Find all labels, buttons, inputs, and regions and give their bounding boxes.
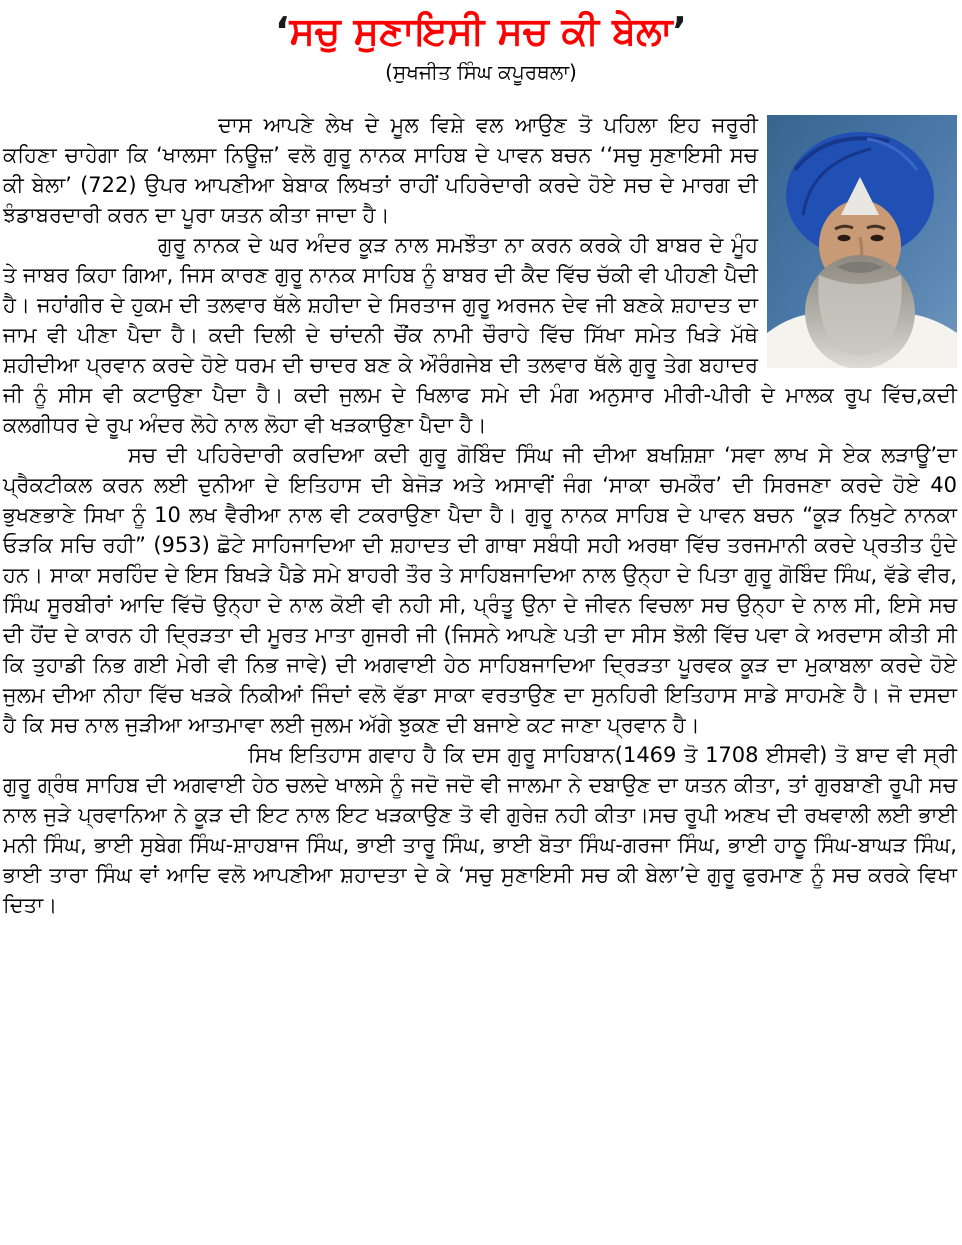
- page-title: [0, 6, 962, 56]
- paragraph-4: ਸਿਖ ਇਤਿਹਾਸ ਗਵਾਹ ਹੈ ਕਿ ਦਸ ਗੁਰੂ ਸਾਹਿਬਾਨ(1469 ਤੋ 1708 ਈਸਵੀ) ਤੋ ਬਾਦ ਵੀ ਸ੍ਰੀ ਗੁਰੂ ਗ੍ਰੰਥ ਸਾਹਿਬ ਦੀ ਅਗਵਾਈ ਹੇਠ ਚਲਦੇ ਖਾਲਸੇ ਨੂੰ ਜਦੋ ਜਦੋ ਵੀ ਜਾਲਮਾ ਨੇ ਦਬਾਉਣ ਦਾ ਯਤਨ ਕੀਤਾ, ਤਾਂ ਗੁਰਬਾਣੀ ਰੂਪੀ ਸਚ ਨਾਲ ਜੁੜੇ ਪ੍ਰਵਾਨਿਆ ਨੇ ਕੂੜ ਦੀ ਇਟ ਨਾਲ ਇਟ ਖੜਕਾਉਣ ਤੋ ਵੀ ਗੁਰੇਜ਼ ਨਹੀ ਕੀਤਾ।ਸਚ ਰੂਪੀ ਅਣਖ ਦੀ ਰਖਵਾਲੀ ਲਈ ਭਾਈ ਮਨੀ ਸਿੰਘ, ਭਾਈ ਸੁਬੇਗ ਸਿੰਘ-ਸ਼ਾਹਬਾਜ ਸਿੰਘ, ਭਾਈ ਤਾਰੂ ਸਿੰਘ, ਭਾਈ ਬੋਤਾ ਸਿੰਘ-ਗਰਜਾ ਸਿੰਘ, ਭਾਈ ਹਾਠੂ ਸਿੰਘ-ਬਾਘੜ ਸਿੰਘ, ਭਾਈ ਤਾਰਾ ਸਿੰਘ ਵਾਂ ਆਦਿ ਵਲੋ ਆਪਣੀਆ ਸ਼ਹਾਦਤਾ ਦੇ ਕੇ ‘ਸਚੁ ਸੁਣਾਇਸੀ ਸਚ ਕੀ ਬੇਲਾ’ਦੇ ਗੁਰੂ ਫੁਰਮਾਣ ਨੂੰ ਸਚ ਕਰਕੇ ਵਿਖਾ ਦਿਤਾ।: [3, 743, 957, 917]
- title-close-quote: ’: [672, 9, 687, 53]
- photo-left-eye: [838, 235, 851, 241]
- author-photo-image: [767, 115, 957, 368]
- article-body: [0, 110, 962, 920]
- byline: (ਸੁਖਜੀਤ ਸਿੰਘ ਕਪੂਰਥਲਾ): [385, 60, 577, 84]
- paragraph-1: ਦਾਸ ਆਪਣੇ ਲੇਖ ਦੇ ਮੂਲ ਵਿਸ਼ੇ ਵਲ ਆਉਣ ਤੋ ਪਹਿਲਾ ਇਹ ਜਰੂਰੀ ਕਹਿਣਾ ਚਾਹੇਗਾ ਕਿ ‘ਖਾਲਸਾ ਨਿਊਜ਼’ ਵਲੋ ਗੁਰੂ ਨਾਨਕ ਸਾਹਿਬ ਦੇ ਪਾਵਨ ਬਚਨ ‘‘ਸਚੁ ਸੁਣਾਇਸੀ ਸਚ ਕੀ ਬੇਲਾ’ (722) ਉਪਰ ਆਪਣੀਆ ਬੇਬਾਕ ਲਿਖਤਾਂ ਰਾਹੀਂ ਪਹਿਰੇਦਾਰੀ ਕਰਦੇ ਹੋਏ ਸਚ ਦੇ ਮਾਰਗ ਦੀ ਝੰਡਾਬਰਦਾਰੀ ਕਰਨ ਦਾ ਪੂਰਾ ਯਤਨ ਕੀਤਾ ਜਾਦਾ ਹੈ।: [3, 113, 758, 227]
- paragraph-2: ਗੁਰੂ ਨਾਨਕ ਦੇ ਘਰ ਅੰਦਰ ਕੂੜ ਨਾਲ ਸਮਝੌਤਾ ਨਾ ਕਰਨ ਕਰਕੇ ਹੀ ਬਾਬਰ ਦੇ ਮੂੰਹ ਤੇ ਜਾਬਰ ਕਿਹਾ ਗਿਆ, ਜਿਸ ਕਾਰਣ ਗੁਰੂ ਨਾਨਕ ਸਾਹਿਬ ਨੂੰ ਬਾਬਰ ਦੀ ਕੈਦ ਵਿੱਚ ਚੱਕੀ ਵੀ ਪੀਹਣੀ ਪੈਦੀ ਹੈ। ਜਹਾਂਗੀਰ ਦੇ ਹੁਕਮ ਦੀ ਤਲਵਾਰ ਥੱਲੇ ਸ਼ਹੀਦਾ ਦੇ ਸਿਰਤਾਜ ਗੁਰੂ ਅਰਜਨ ਦੇਵ ਜੀ ਬਣਕੇ ਸ਼ਹਾਦਤ ਦਾ ਜਾਮ ਵੀ ਪੀਣਾ ਪੈਦਾ ਹੈ। ਕਦੀ ਦਿਲੀ ਦੇ ਚਾਂਦਨੀ ਚੌਂਕ ਨਾਮੀ ਚੌਰਾਹੇ ਵਿੱਚ ਸਿੱਖਾ ਸਮੇਤ ਖਿੜੇ ਮੱਥੇ ਸ਼ਹੀਦੀਆ ਪ੍ਰਵਾਨ ਕਰਦੇ ਹੋਏ ਧਰਮ ਦੀ ਚਾਦਰ ਬਣ ਕੇ ਔਰੰਗਜੇਬ ਦੀ ਤਲਵਾਰ ਥੱਲੇ ਗੁਰੂ ਤੇਗ ਬਹਾਦਰ ਜੀ ਨੂੰ ਸੀਸ ਵੀ ਕਟਾਉਣਾ ਪੈਦਾ ਹੈ। ਕਦੀ ਜੁਲਮ ਦੇ ਖਿਲਾਫ ਸਮੇ ਦੀ ਮੰਗ ਅਨੁਸਾਰ ਮੀਰੀ-ਪੀਰੀ ਦੇ ਮਾਲਕ ਰੂਪ ਵਿੱਚ,ਕਦੀ ਕਲਗੀਧਰ ਦੇ ਰੂਪ ਅੰਦਰ ਲੋਹੇ ਨਾਲ ਲੋਹਾ ਵੀ ਖੜਕਾਉਣਾ ਪੈਦਾ ਹੈ।: [3, 233, 957, 437]
- paragraph-3: ਸਚ ਦੀ ਪਹਿਰੇਦਾਰੀ ਕਰਦਿਆ ਕਦੀ ਗੁਰੂ ਗੋਬਿੰਦ ਸਿੰਘ ਜੀ ਦੀਆ ਬਖਸ਼ਿਸ਼ਾ ‘ਸਵਾ ਲਾਖ ਸੇ ਏਕ ਲੜਾਊ’ਦਾ ਪ੍ਰੈਕਟੀਕਲ ਕਰਨ ਲਈ ਦੁਨੀਆ ਦੇ ਇਤਿਹਾਸ ਦੀ ਬੇਜੋੜ ਅਤੇ ਅਸਾਵੀਂ ਜੰਗ ‘ਸਾਕਾ ਚਮਕੌਰ’ ਦੀ ਸਿਰਜਣਾ ਕਰਦੇ ਹੋਏ 40 ਭੁਖਣਭਾਣੇ ਸਿਖਾ ਨੂੰ 10 ਲਖ ਵੈਰੀਆ ਨਾਲ ਵੀ ਟਕਰਾਉਣਾ ਪੈਦਾ ਹੈ। ਗੁਰੂ ਨਾਨਕ ਸਾਹਿਬ ਦੇ ਪਾਵਨ ਬਚਨ “ਕੂੜ ਨਿਖੁਟੇ ਨਾਨਕਾ ਓੜਕਿ ਸਚਿ ਰਹੀ” (953) ਛੋਟੇ ਸਾਹਿਜਾਦਿਆ ਦੀ ਸ਼ਹਾਦਤ ਦੀ ਗਾਥਾ ਸਬੰਧੀ ਸਹੀ ਅਰਥਾ ਵਿੱਚ ਤਰਜਮਾਨੀ ਕਰਦੇ ਪ੍ਰਤੀਤ ਹੁੰਦੇ ਹਨ। ਸਾਕਾ ਸਰਹਿੰਦ ਦੇ ਇਸ ਬਿਖੜੇ ਪੈਡੇ ਸਮੇ ਬਾਹਰੀ ਤੌਰ ਤੇ ਸਾਹਿਬਜਾਦਿਆ ਨਾਲ ਉਨ੍ਹਾ ਦੇ ਪਿਤਾ ਗੁਰੂ ਗੋਬਿੰਦ ਸਿੰਘ, ਵੱਡੇ ਵੀਰ, ਸਿੰਘ ਸੂਰਬੀਰਾਂ ਆਦਿ ਵਿੱਚੋ ਉਨ੍ਹਾ ਦੇ ਨਾਲ ਕੋਈ ਵੀ ਨਹੀ ਸੀ, ਪ੍ਰੰਤੂ ਉਨਾ ਦੇ ਜੀਵਨ ਵਿਚਲਾ ਸਚ ਉਨ੍ਹਾ ਦੇ ਨਾਲ ਸੀ, ਇਸੇ ਸਚ ਦੀ ਹੋਂਦ ਦੇ ਕਾਰਨ ਹੀ ਦ੍ਰਿੜਤਾ ਦੀ ਮੂਰਤ ਮਾਤਾ ਗੁਜਰੀ ਜੀ (ਜਿਸਨੇ ਆਪਣੇ ਪਤੀ ਦਾ ਸੀਸ ਝੋਲੀ ਵਿੱਚ ਪਵਾ ਕੇ ਅਰਦਾਸ ਕੀਤੀ ਸੀ ਕਿ ਤੁਹਾਡੀ ਨਿਭ ਗਈ ਮੇਰੀ ਵੀ ਨਿਭ ਜਾਵੇ) ਦੀ ਅਗਵਾਈ ਹੇਠ ਸਾਹਿਬਜਾਦਿਆ ਦ੍ਰਿੜਤਾ ਪੂਰਵਕ ਕੂੜ ਦਾ ਮੁਕਾਬਲਾ ਕਰਦੇ ਹੋਏ ਜੁਲਮ ਦੀਆ ਨੀਹਾ ਵਿੱਚ ਖੜਕੇ ਨਿਕੀਆਂ ਜਿੰਦਾਂ ਵਲੋ ਵੱਡਾ ਸਾਕਾ ਵਰਤਾਉਣ ਦਾ ਸੁਨਹਿਰੀ ਇਤਿਹਾਸ ਸਾਡੇ ਸਾਹਮਣੇ ਹੈ। ਜੋ ਦਸਦਾ ਹੈ ਕਿ ਸਚ ਨਾਲ ਜੁੜੀਆ ਆਤਮਾਵਾ ਲਈ ਜੁਲਮ ਅੱਗੇ ਝੁਕਣ ਦੀ ਬਜਾਏ ਕਟ ਜਾਣਾ ਪ੍ਰਵਾਨ ਹੈ।: [3, 443, 957, 737]
- photo-right-eye: [871, 235, 884, 241]
- title-open-quote: ‘: [275, 9, 290, 53]
- page-title-text: ਸਚੁ ਸੁਣਾਇਸੀ ਸਚ ਕੀ ਬੇਲਾ: [289, 9, 673, 53]
- author-photo: [767, 115, 957, 368]
